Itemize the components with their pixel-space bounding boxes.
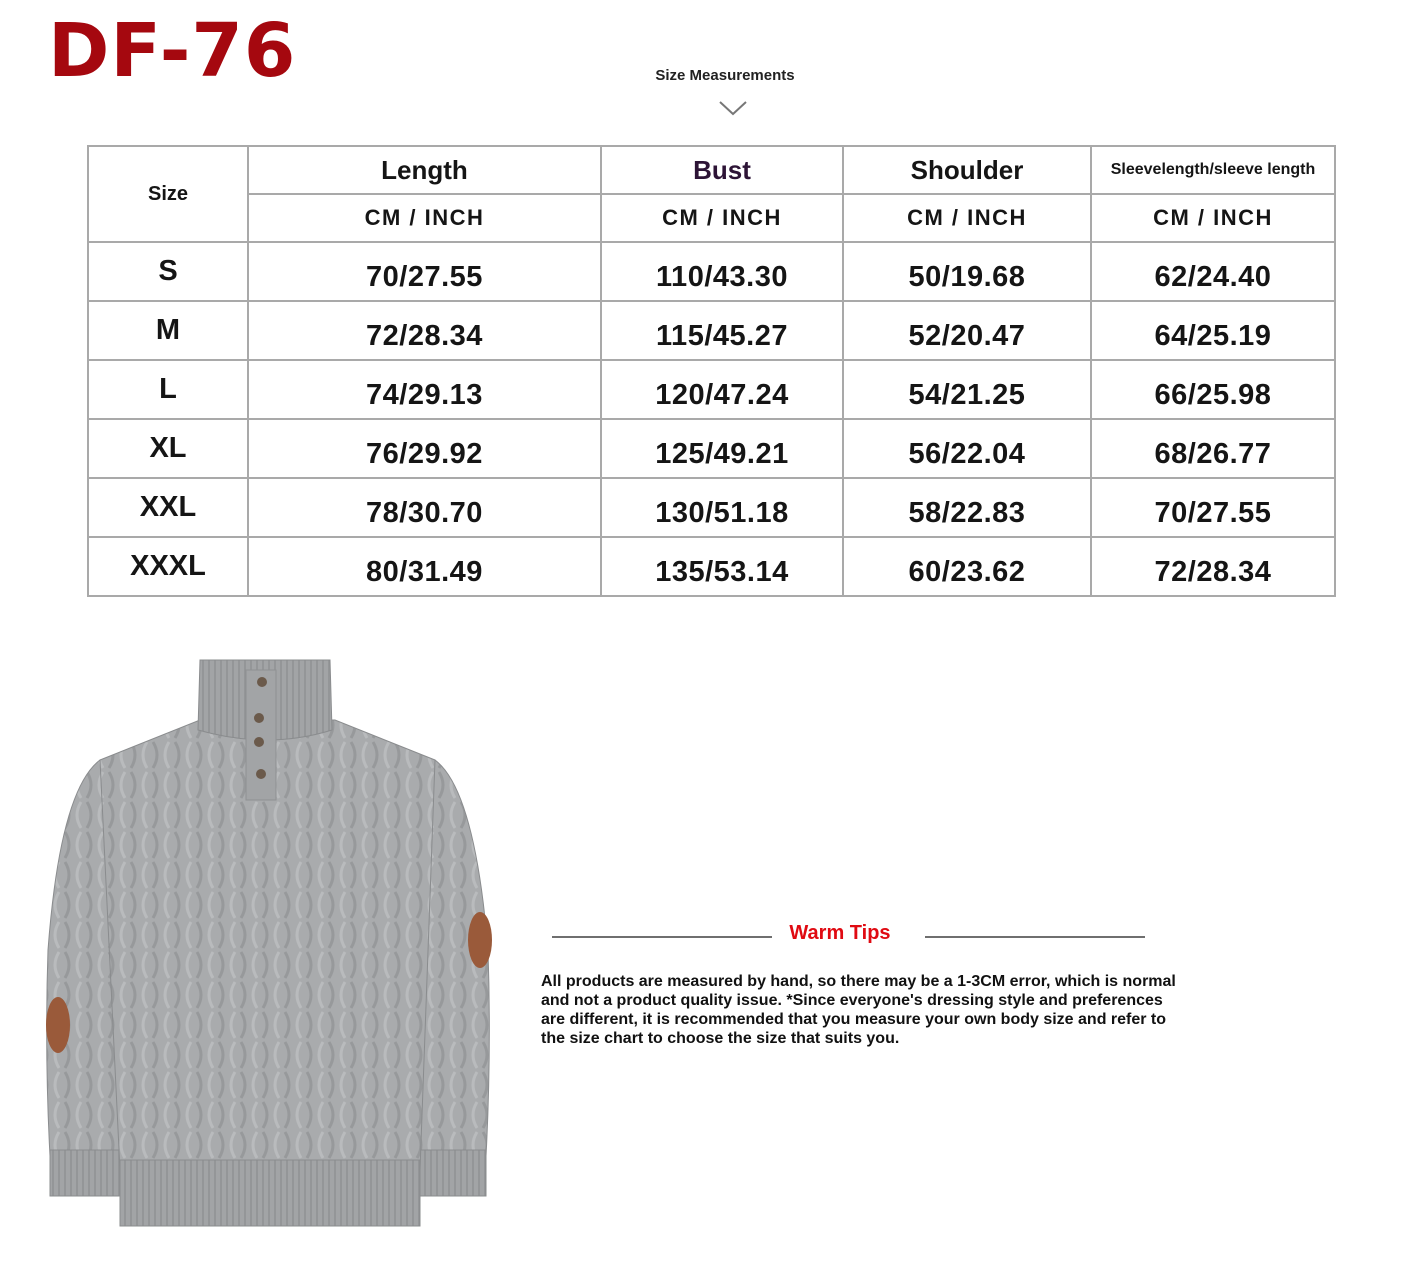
size-table	[87, 145, 1336, 597]
column-header-shoulder: Shoulder	[843, 146, 1091, 194]
shoulder-value: 54/21.25	[843, 360, 1091, 419]
shoulder-value: 56/22.04	[843, 419, 1091, 478]
sleeve-length-value: 62/24.40	[1091, 242, 1335, 301]
unit-label: CM / INCH	[1091, 194, 1335, 242]
bust-value: 130/51.18	[601, 478, 843, 537]
model-code: DF-76	[48, 8, 297, 94]
divider	[925, 936, 1145, 938]
table-row	[88, 537, 1335, 596]
bust-value: 115/45.27	[601, 301, 843, 360]
length-value: 78/30.70	[248, 478, 601, 537]
bust-value: 120/47.24	[601, 360, 843, 419]
sleeve-length-value: 68/26.77	[1091, 419, 1335, 478]
sleeve-length-value: 64/25.19	[1091, 301, 1335, 360]
table-row	[88, 478, 1335, 537]
chevron-down-icon	[718, 96, 748, 118]
warm-tips-title: Warm Tips	[789, 922, 891, 944]
button-detail	[257, 677, 267, 687]
column-header-bust: Bust	[601, 146, 843, 194]
column-header-length: Length	[248, 146, 601, 194]
sweater-product-image	[40, 650, 500, 1230]
shoulder-value: 60/23.62	[843, 537, 1091, 596]
sleeve-length-value: 72/28.34	[1091, 537, 1335, 596]
table-row	[88, 419, 1335, 478]
size-label: S	[88, 242, 248, 301]
length-value: 80/31.49	[248, 537, 601, 596]
bust-value: 110/43.30	[601, 242, 843, 301]
length-value: 70/27.55	[248, 242, 601, 301]
size-column-header: Size	[88, 146, 248, 242]
table-row	[88, 360, 1335, 419]
size-label: XXXL	[88, 537, 248, 596]
sleeve-length-value: 70/27.55	[1091, 478, 1335, 537]
divider	[552, 936, 772, 938]
table-row	[88, 301, 1335, 360]
size-label: XL	[88, 419, 248, 478]
shoulder-value: 58/22.83	[843, 478, 1091, 537]
button-detail	[256, 769, 266, 779]
bust-value: 135/53.14	[601, 537, 843, 596]
table-unit-row	[88, 194, 1335, 242]
warm-tips-body: All products are measured by hand, so there may be a 1-3CM error, which is normal and not a product quality issue. *Since everyone's dressing style and preferences are different, it is recommended that you measure your own body size and refer to the size chart to choose the size that suits you.	[541, 973, 1176, 1047]
table-header-row	[88, 146, 1335, 194]
length-value: 76/29.92	[248, 419, 601, 478]
length-value: 72/28.34	[248, 301, 601, 360]
size-label: M	[88, 301, 248, 360]
size-label: XXL	[88, 478, 248, 537]
size-label: L	[88, 360, 248, 419]
unit-label: CM / INCH	[248, 194, 601, 242]
section-heading: Size Measurements	[655, 67, 795, 84]
shoulder-value: 50/19.68	[843, 242, 1091, 301]
length-value: 74/29.13	[248, 360, 601, 419]
sleeve-length-value: 66/25.98	[1091, 360, 1335, 419]
bust-value: 125/49.21	[601, 419, 843, 478]
unit-label: CM / INCH	[601, 194, 843, 242]
unit-label: CM / INCH	[843, 194, 1091, 242]
table-row	[88, 242, 1335, 301]
button-detail	[254, 737, 264, 747]
button-detail	[254, 713, 264, 723]
shoulder-value: 52/20.47	[843, 301, 1091, 360]
column-header-sleeve-length: Sleevelength/sleeve length	[1091, 146, 1335, 194]
